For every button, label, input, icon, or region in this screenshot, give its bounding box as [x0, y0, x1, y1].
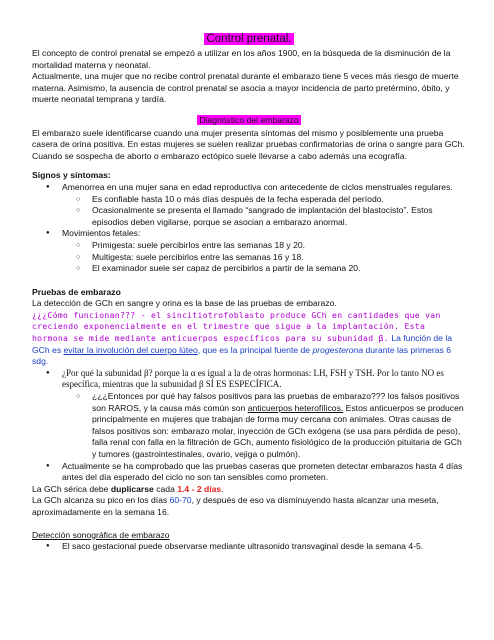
signos-subitem: ○ Multigesta: suele percibirlos entre las semanas 16 y 18. [32, 252, 466, 264]
pruebas-list [32, 368, 466, 484]
pruebas-intro: La detección de GCh en sangre y orina es la base de las pruebas de embarazo. [32, 298, 337, 309]
diagnostico-heading [32, 115, 466, 127]
signos-list [32, 182, 466, 275]
signos-item-amenorrea: ● Amenorrea en una mujer sana en edad reproductiva con antecedente de ciclos menstruales regulares. [32, 182, 466, 194]
pico-a: La GCh alcanza su pico en los días [32, 495, 170, 506]
pruebas-heading: Pruebas de embarazo [32, 286, 121, 297]
signos-item-movimientos: ● Movimientos fetales: [32, 228, 466, 240]
falsos-positivos-a: ¿¿¿Entonces por qué hay falsos positivos para las pruebas de embarazo??? los falsos positivos son RAROS, y la causa más común son [92, 391, 460, 413]
serica-red: 1.4 - 2 días [177, 483, 222, 494]
signos-heading: Signos y síntomas: [32, 170, 111, 181]
signos-subitem: ○ Ocasionalmente se presenta el llamado “sangrado de implantación del blastocisto”. Estos episodios deben vigilarse, porque se asocian a embarazo anormal. [32, 205, 466, 228]
intro-paragraph-1: El concepto de control prenatal se empezó a utilizar en los años 1900, en la búsqueda de la disminución de la mortalidad materna y neonatal. [32, 48, 451, 70]
gch-function-a: La función de la GCh es [32, 333, 453, 355]
pruebas-item-subunidad: ● ¿Por qué la subunidad β? porque la α es igual a la de otras hormonas: LH, FSH y TSH. Por lo tanto NO es específica, mientras que la subunidad β SÍ ES ESPECÍFICA. [32, 368, 466, 391]
page-title [32, 32, 466, 46]
gch-function-c: durante las primeras 6 sdg. [32, 344, 451, 367]
anticuerpos-underlined: anticuerpos heterofílicos. [247, 402, 344, 413]
sonografica-item: ● El saco gestacional puede observarse mediante ultrasonido transvaginal desde la semana 4-5. [32, 541, 466, 553]
serica-b: cada [153, 483, 178, 494]
falsos-positivos-b: Estos anticuerpos se producen principalmente en mujeres que trabajan de forma muy cercana con animales. Otras causas de falsos positivos son: embarazo molar, inyección de GCh exógena (se usa para pérdida de peso), falla renal con falla en la filtración de GCh, aumento fisiológico de la producción pituitaria de GCh y tumores (gastrointestinales, ovario, vejiga o pulmón). [92, 402, 464, 459]
sonografica-heading: Detección sonográfica de embarazo [32, 529, 170, 540]
handwritten-note: ¿¿¿Cómo funcionan??? - el sincitiotrofoblasto produce GCh en cantidades que van creciendo exponencialmente en el trimestre que sigue a la implantación. Esta hormona se mide mediante anticuerpos específicos para su subunidad β. [32, 309, 441, 344]
signos-subitem: ○ Primigesta: suele percibirlos entre las semanas 18 y 20. [32, 240, 466, 252]
pico-b: , y después de eso va disminuyendo hasta alcanzar una meseta, aproximadamente en la semana 16. [32, 495, 439, 517]
pruebas-item-caseras: ● Actualmente se ha comprobado que las pruebas caseras que prometen detectar embarazos hasta 4 días antes del día esperado del ciclo no son tan sensibles como prometen. [32, 461, 466, 484]
serica-a: La GCh sérica debe [32, 483, 111, 494]
gch-function-b: , que es la principal fuente de [197, 344, 313, 355]
gch-serica [32, 484, 466, 496]
pruebas-subitem-falsos-positivos [32, 391, 466, 461]
diagnostico-heading-highlight: Diagnóstico del embarazo [199, 114, 299, 125]
intro-paragraph-2: Actualmente, una mujer que no recibe control prenatal durante el embarazo tiene 5 veces más riesgo de muerte materna. Asimismo, la ausencia de control prenatal se asocia a mayor incidencia de parto pretérmino, óbito, y muerte neonatal temprana y tardía. [32, 71, 459, 105]
sonografica-list [32, 541, 466, 553]
serica-bold: duplicarse [110, 483, 154, 494]
gch-pico [32, 495, 466, 518]
serica-c: . [221, 483, 224, 494]
progesterona-italic: progesterona [312, 344, 364, 355]
pruebas-mechanism [32, 310, 466, 368]
pico-blue: 60-70 [169, 495, 192, 506]
signos-subitem: ○ Es confiable hasta 10 o más días después de la fecha esperada del período. [32, 194, 466, 206]
signos-subitem: ○ El examinador suele ser capaz de percibirlos a partir de la semana 20. [32, 263, 466, 275]
gch-function-underlined: evitar la involución del cuerpo lúteo [63, 344, 198, 355]
diagnostico-paragraph: El embarazo suele identificarse cuando una mujer presenta síntomas del mismo y posiblemente una prueba casera de orina positiva. En estas mujeres se suelen realizar pruebas confirmatorias de orina o sangre para GCh. Cuando se sospecha de aborto o embarazo ectópico suele llevarse a cabo además una ecografía. [32, 127, 465, 161]
title-highlight: Control prenatal. [206, 33, 292, 45]
